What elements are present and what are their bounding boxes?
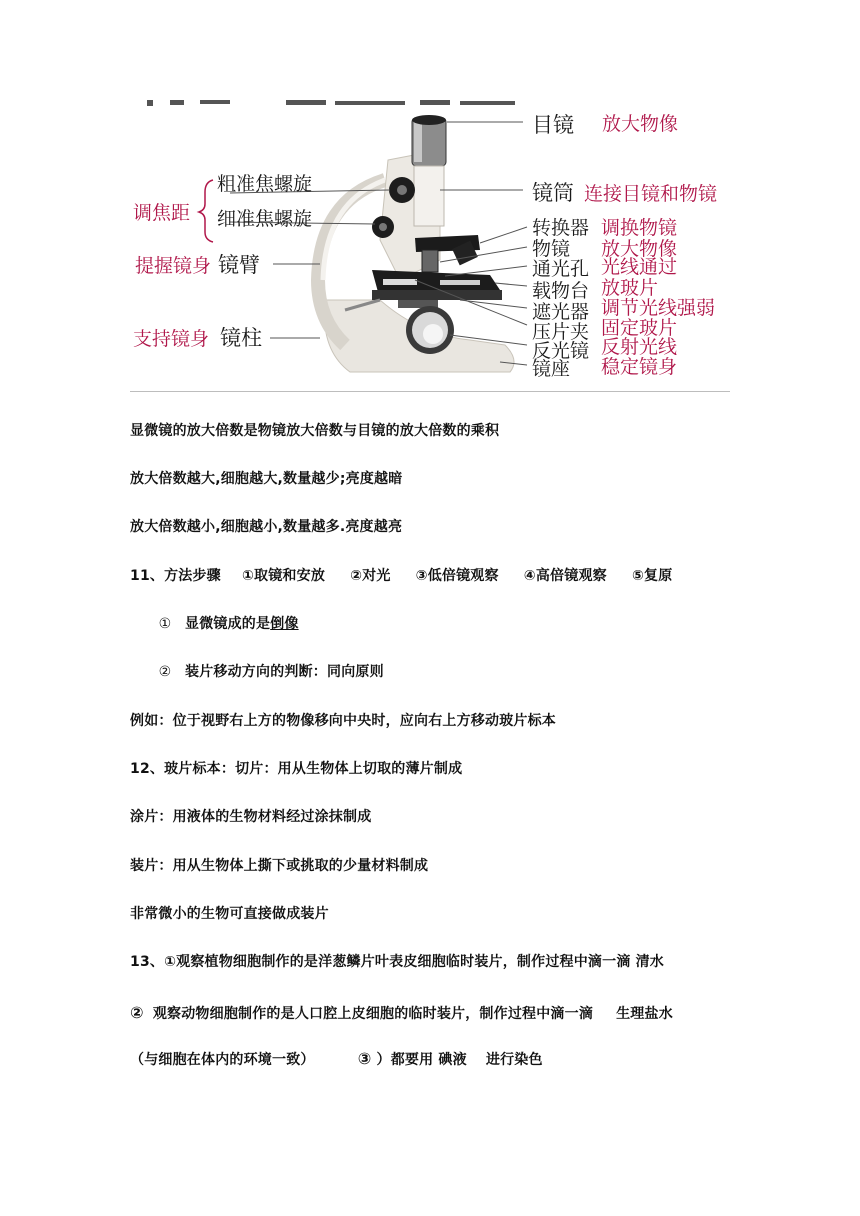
magnification-rule: 显微镜的放大倍数是物镜放大倍数与目镜的放大倍数的乘积 <box>130 423 500 439</box>
pillar-function-label: 支持镜身 <box>133 328 210 350</box>
note-2 <box>157 661 384 681</box>
pillar-label: 镜柱 <box>220 326 262 350</box>
low-magnification-note: 放大倍数越小,细胞越小,数量越多.亮度越亮 <box>130 519 403 535</box>
animal-cell-number: ② <box>130 1003 144 1022</box>
eyepiece-function: 放大物像 <box>602 113 679 135</box>
smear-line: 涂片：用液体的生物材料经过涂抹制成 <box>130 809 372 825</box>
note-1-underlined: 倒像 <box>270 616 299 632</box>
eyepiece-label: 目镜 <box>532 113 574 137</box>
clip-label: 压片夹 <box>532 321 590 343</box>
base-label: 镜座 <box>532 358 571 380</box>
high-magnification-note: 放大倍数越大,细胞越大,数量越少;亮度越暗 <box>130 471 403 487</box>
note-2-text: 装片移动方向的判断：同向原则 <box>185 664 384 680</box>
diaphragm-function: 调节光线强弱 <box>601 297 716 319</box>
step-5: ⑤复原 <box>631 568 673 584</box>
focus-brace <box>199 180 213 242</box>
saline-text: 生理盐水 <box>616 1006 673 1022</box>
objective-function: 放大物像 <box>601 238 678 260</box>
example-line: 例如：位于视野右上方的物像移向中央时，应向右上方移动玻片标本 <box>130 713 556 729</box>
stage-label: 载物台 <box>532 280 590 302</box>
nosepiece-function: 调换物镜 <box>601 217 678 239</box>
note-1-text: 显微镜成的是 <box>185 616 271 632</box>
mirror-function: 反射光线 <box>601 336 678 358</box>
microscope-illustration <box>318 115 514 372</box>
tiny-organisms-line: 非常微小的生物可直接做成装片 <box>130 906 329 922</box>
step-2: ②对光 <box>350 568 391 584</box>
environment-note: （与细胞在体内的环境一致） <box>130 1052 315 1068</box>
staining-number: ③ <box>357 1049 372 1068</box>
microscope-diagram <box>0 0 860 400</box>
aperture-label: 通光孔 <box>532 258 590 280</box>
step-3: ③低倍镜观察 <box>415 568 499 584</box>
staining-line <box>130 1049 543 1069</box>
base-function: 稳定镜身 <box>601 356 678 378</box>
objective-label: 物镜 <box>532 238 571 260</box>
staining-text: 进行染色 <box>485 1052 543 1068</box>
method-steps <box>130 565 672 585</box>
cropped-header-remnant <box>147 100 515 106</box>
focus-label: 调焦距 <box>133 202 191 224</box>
step-4: ④高倍镜观察 <box>523 568 607 584</box>
nosepiece-label: 转换器 <box>532 217 590 239</box>
step-1: ①取镜和安放 <box>241 568 326 584</box>
note-2-number: ② <box>158 664 172 680</box>
note-1-number: ① <box>158 616 172 632</box>
mount-line: 装片：用从生物体上撕下或挑取的少量材料制成 <box>130 858 429 874</box>
tube-label: 镜筒 <box>532 181 574 205</box>
note-1 <box>157 613 299 633</box>
mirror-label: 反光镜 <box>532 340 590 362</box>
slide-specimen-heading: 12、玻片标本：切片：用从生物体上切取的薄片制成 <box>130 761 463 777</box>
plant-cell-line: 13、①观察植物细胞制作的是洋葱鳞片叶表皮细胞临时装片，制作过程中滴一滴 清水 <box>130 954 665 970</box>
divider <box>130 391 730 392</box>
arm-label: 镜臂 <box>218 253 260 277</box>
method-steps-heading: 11、方法步骤 <box>130 568 221 584</box>
arm-function-label: 提握镜身 <box>135 255 212 277</box>
clip-function: 固定玻片 <box>601 317 678 339</box>
tube-function: 连接目镜和物镜 <box>584 183 718 205</box>
animal-cell-text: 观察动物细胞制作的是人口腔上皮细胞的临时装片，制作过程中滴一滴 <box>152 1006 594 1022</box>
fine-focus-label: 细准焦螺旋 <box>217 208 313 230</box>
stage-function: 放玻片 <box>601 277 659 299</box>
aperture-function: 光线通过 <box>601 256 678 278</box>
animal-cell-line <box>130 1003 673 1023</box>
iodine-text: ）都要用 碘液 <box>376 1052 467 1068</box>
diaphragm-label: 遮光器 <box>532 301 590 323</box>
coarse-focus-label: 粗准焦螺旋 <box>217 173 313 195</box>
